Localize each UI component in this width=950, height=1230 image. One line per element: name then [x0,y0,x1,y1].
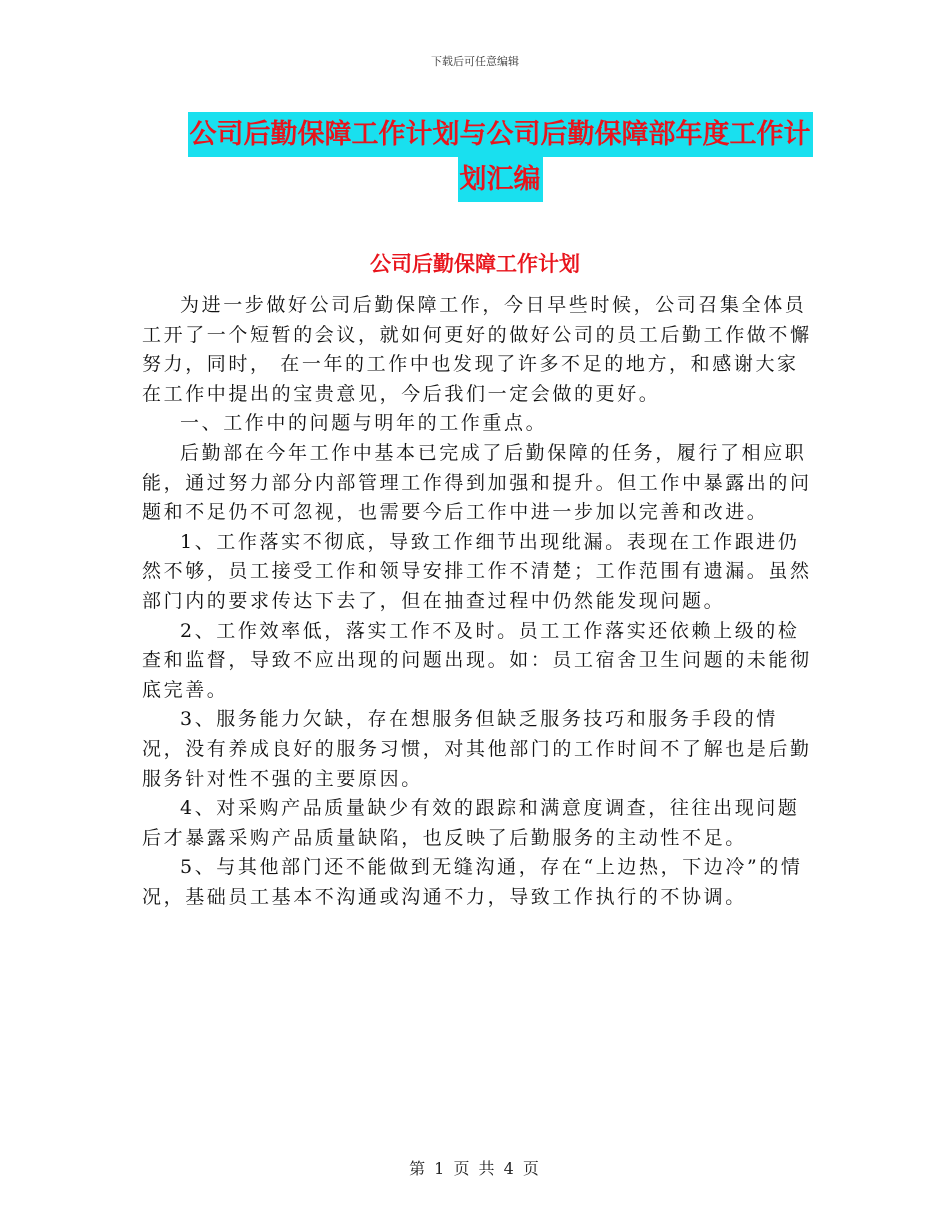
paragraph-item-1: 1、工作落实不彻底，导致工作细节出现纰漏。表现在工作跟进仍然不够，员工接受工作和领导安排工作不清楚；工作范围有遗漏。虽然部门内的要求传达下去了，但在抽查过程中仍然能发现问题。 [142,530,812,612]
paragraph-summary: 后勤部在今年工作中基本已完成了后勤保障的任务，履行了相应职能，通过努力部分内部管理工作得到加强和提升。但工作中暴露出的问题和不足仍不可忽视，也需要今后工作中进一步加以完善和改进。 [142,441,812,524]
paragraph-item-2: 2、工作效率低，落实工作不及时。员工工作落实还依赖上级的检查和监督，导致不应出现的问题出现。如：员工宿舍卫生问题的未能彻底完善。 [142,619,812,701]
page-footer: 第 1 页 共 4 页 [409,1159,541,1178]
document-title [150,112,850,202]
paragraph-heading-1: 一、工作中的问题与明年的工作重点。 [180,412,548,435]
paragraph-item-3: 3、服务能力欠缺，存在想服务但缺乏服务技巧和服务手段的情况，没有养成良好的服务习惯，对其他部门的工作时间不了解也是后勤服务针对性不强的主要原因。 [142,708,812,790]
document-title-line1: 公司后勤保障工作计划与公司后勤保障部年度工作计 [188,112,813,157]
header-note: 下载后可任意编辑 [431,55,519,68]
document-title-line2: 划汇编 [458,157,543,202]
section-title: 公司后勤保障工作计划 [370,252,580,276]
paragraph-intro: 为进一步做好公司后勤保障工作，今日早些时候，公司召集全体员工开了一个短暂的会议，就如何更好的做好公司的员工后勤工作做不懈努力，同时， 在一年的工作中也发现了许多不足的地方，和感谢大家在工作中提出的宝贵意见，今后我们一定会做的更好。 [142,294,812,405]
paragraph-item-5: 5、与其他部门还不能做到无缝沟通，存在“上边热，下边冷”的情况，基础员工基本不沟通或沟通不力，导致工作执行的不协调。 [142,856,803,908]
paragraph-item-4: 4、对采购产品质量缺少有效的跟踪和满意度调查，往往出现问题后才暴露采购产品质量缺陷，也反映了后勤服务的主动性不足。 [142,797,800,849]
document-body [142,291,812,912]
